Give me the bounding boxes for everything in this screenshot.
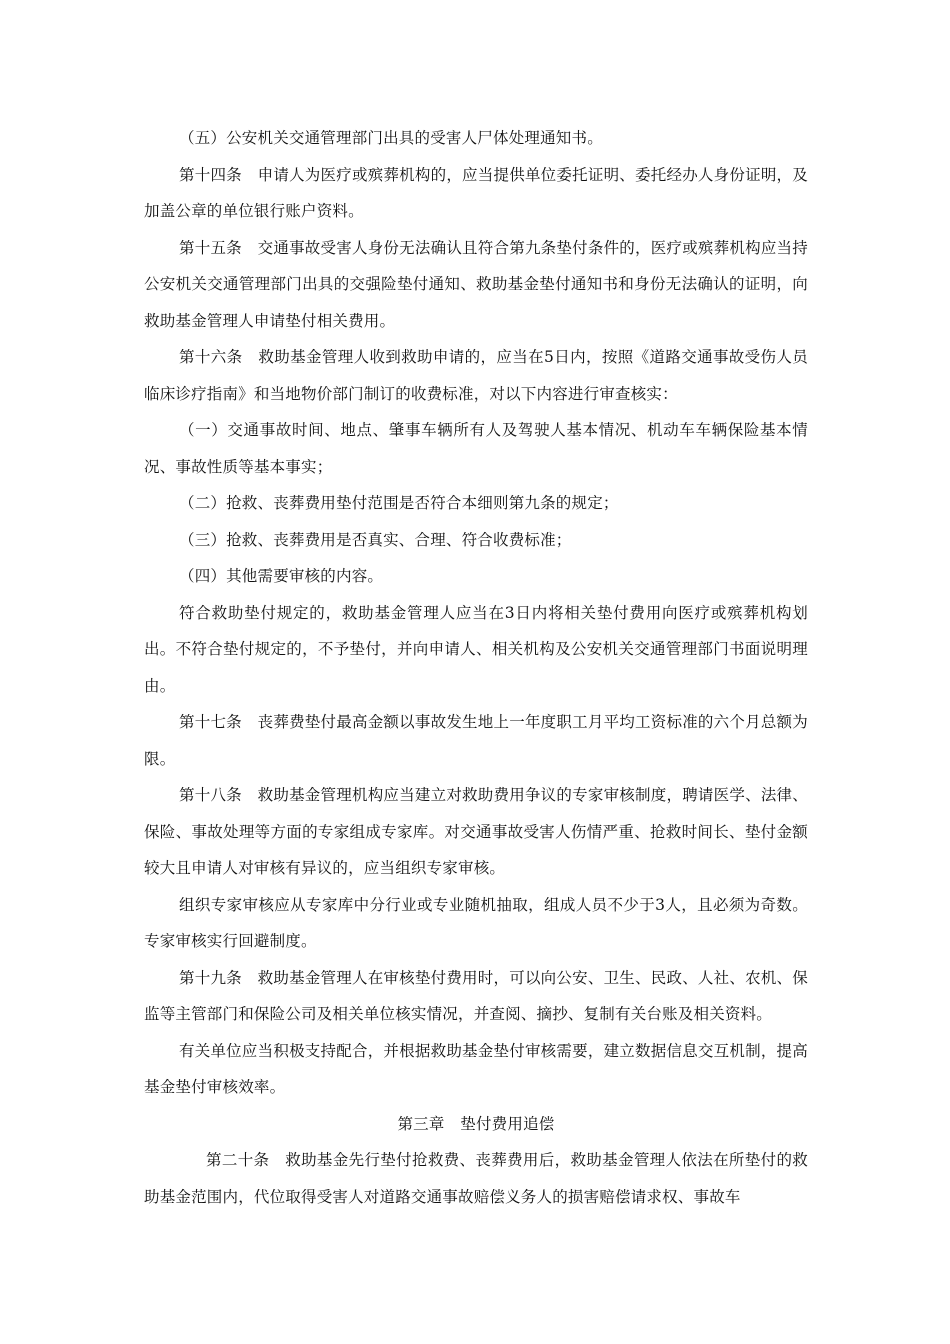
chapter-title: 第三章 垫付费用追偿 xyxy=(397,1114,555,1133)
list-item: （五）公安机关交通管理部门出具的受害人尸体处理通知书。 xyxy=(179,129,603,147)
paragraph: 有关单位应当积极支持配合，并根据救助基金垫付审核需要，建立数据信息交互机制，提高基金垫付审核效率。 xyxy=(144,1041,808,1096)
paragraph: 符合救助垫付规定的，救助基金管理人应当在3日内将相关垫付费用向医疗或殡葬机构划出。不符合垫付规定的，不予垫付，并向申请人、相关机构及公安机关交通管理部门书面说明理由。 xyxy=(144,603,808,695)
list-item: （四）其他需要审核的内容。 xyxy=(179,567,384,585)
article-15: 第十五条 交通事故受害人身份无法确认且符合第九条垫付条件的，医疗或殡葬机构应当持公安机关交通管理部门出具的交强险垫付通知、救助基金垫付通知书和身份无法确认的证明，向救助基金管理人申请垫付相关费用。 xyxy=(144,238,808,330)
article-16: 第十六条 救助基金管理人收到救助申请的，应当在5日内，按照《道路交通事故受伤人员临床诊疗指南》和当地物价部门制订的收费标准，对以下内容进行审查核实： xyxy=(144,348,808,403)
article-20: 第二十条 救助基金先行垫付抢救费、丧葬费用后，救助基金管理人依法在所垫付的救助基金范围内，代位取得受害人对道路交通事故赔偿义务人的损害赔偿请求权、事故车 xyxy=(144,1151,808,1206)
paragraph: 组织专家审核应从专家库中分行业或专业随机抽取，组成人员不少于3人，且必须为奇数。专家审核实行回避制度。 xyxy=(144,895,808,950)
list-item: （一）交通事故时间、地点、肇事车辆所有人及驾驶人基本情况、机动车车辆保险基本情况、事故性质等基本事实； xyxy=(144,421,808,476)
list-item: （三）抢救、丧葬费用是否真实、合理、符合收费标准； xyxy=(179,530,572,549)
list-item: （二）抢救、丧葬费用垫付范围是否符合本细则第九条的规定； xyxy=(179,494,619,512)
article-17: 第十七条 丧葬费垫付最高金额以事故发生地上一年度职工月平均工资标准的六个月总额为限。 xyxy=(144,713,808,768)
document-body xyxy=(144,120,808,1215)
article-18: 第十八条 救助基金管理机构应当建立对救助费用争议的专家审核制度，聘请医学、法律、保险、事故处理等方面的专家组成专家库。对交通事故受害人伤情严重、抢救时间长、垫付金额较大且申请人对审核有异议的，应当组织专家审核。 xyxy=(144,786,808,877)
article-14: 第十四条 申请人为医疗或殡葬机构的，应当提供单位委托证明、委托经办人身份证明，及加盖公章的单位银行账户资料。 xyxy=(144,165,808,220)
article-19: 第十九条 救助基金管理人在审核垫付费用时，可以向公安、卫生、民政、人社、农机、保监等主管部门和保险公司及相关单位核实情况，并查阅、摘抄、复制有关台账及相关资料。 xyxy=(144,968,808,1023)
